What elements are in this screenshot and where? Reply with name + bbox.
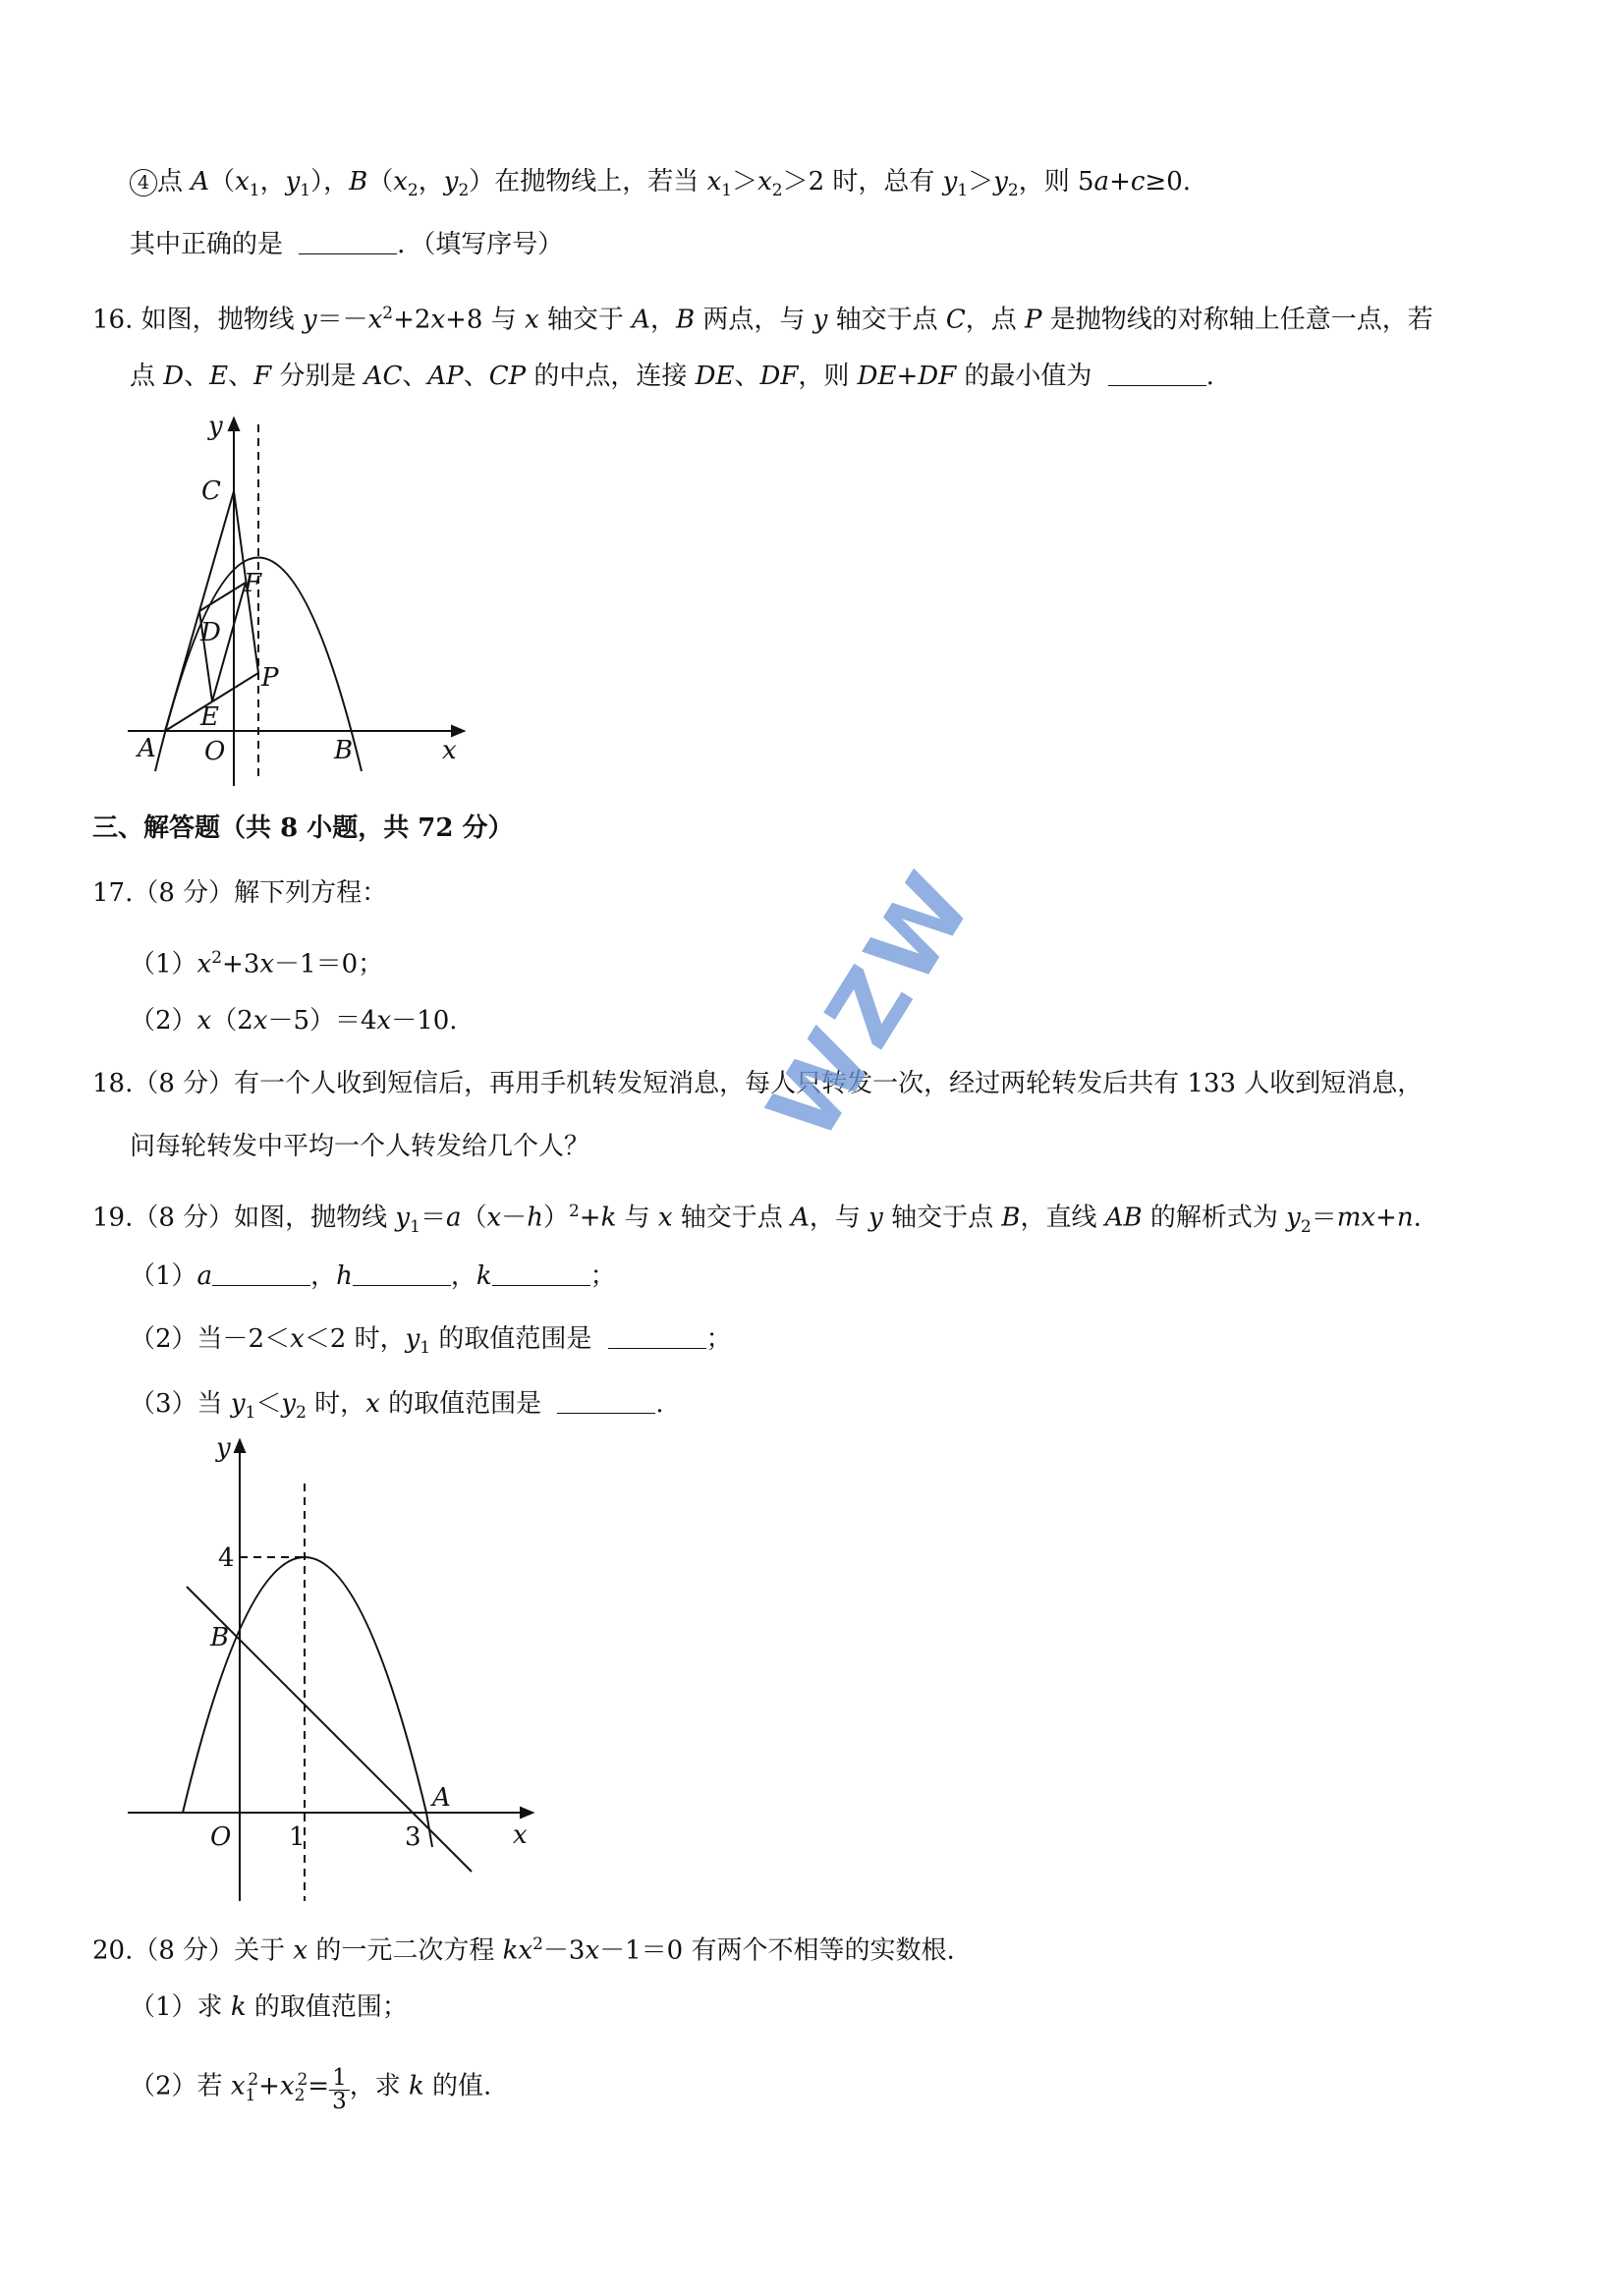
q19-part2: （2）当－2＜x＜2 时，$y_1$ 的取值范围是 ； (130, 1324, 732, 1359)
fraction: $\frac{1}{3}$ (329, 2067, 350, 2113)
label-C: C (201, 476, 221, 506)
q17-head: 17.（8 分）解下列方程： (92, 878, 388, 908)
label-y: y (216, 1434, 231, 1463)
answer-blank[interactable] (557, 1391, 655, 1414)
q20-part1: （1）求 k 的取值范围； (130, 1992, 408, 2022)
answer-blank-h[interactable] (353, 1263, 451, 1286)
label-3: 3 (405, 1822, 421, 1852)
q16-line1: 16. 如图，抛物线 $y=-x^2+2x+8$ 与 x 轴交于 A，B 两点，与 y 轴交于点 C，点 P 是抛物线的对称轴上任意一点，若 (92, 304, 1433, 335)
label-A: A (138, 734, 156, 763)
answer-blank[interactable] (608, 1326, 706, 1349)
section-heading: 三、解答题（共 8 小题，共 72 分） (92, 813, 514, 843)
q16-figure (128, 413, 481, 786)
watermark: WZW (747, 851, 996, 1159)
q19-part3: （3）当 $y_1<y_2$ 时，x 的取值范围是 . (130, 1389, 664, 1424)
q17-part2: （2）x（2x－5）＝4x－10. (130, 1006, 458, 1036)
answer-blank-a[interactable] (212, 1263, 310, 1286)
label-P: P (261, 663, 279, 693)
q20-part2: （2）若 $x_1^2+x_2^2=$ $\frac{1}{3}$ ，求 k 的值. (130, 2064, 492, 2114)
label-y: y (208, 413, 223, 441)
q16-line2: 点 D、E、F 分别是 AC、AP、CP 的中点，连接 DE、DF，则 DE+DF 的最小值为 . (130, 362, 1214, 391)
label-B: B (210, 1623, 230, 1652)
q20-line1: 20.（8 分）关于 x 的一元二次方程 $kx^2-3x-1=0$ 有两个不相等的实数根. (92, 1934, 955, 1966)
q19-figure (118, 1434, 550, 1906)
answer-blank[interactable] (299, 232, 397, 254)
label-O: O (204, 737, 226, 766)
label-x: x (513, 1820, 528, 1850)
label-x: x (442, 736, 457, 765)
label-F: F (244, 569, 262, 598)
q17-part1: $(1)x^2+3x-1=0$； (130, 948, 384, 980)
q15-prompt: 其中正确的是 ．（填写序号） (130, 230, 564, 259)
label-E: E (200, 702, 219, 732)
x-axis-arrow (452, 726, 464, 736)
q15-item4: 4 点 $A(x_1$，$y_1$），$B(x_2$，$y_2$）在抛物线上，若当 $x_1>x_2>2$ 时，总有 $y_1>y_2$，则 5a+c≥0. (130, 165, 1191, 207)
answer-blank[interactable] (1108, 364, 1206, 386)
q19-line1: 19.（8 分）如图，抛物线 $y_1=a(x-h)^2+k$ 与 x 轴交于点 A，与 y 轴交于点 B，直线 AB 的解析式为 $y_2=mx+n$. (92, 1202, 1422, 1237)
label-1: 1 (289, 1822, 306, 1852)
y-axis-arrow (229, 419, 239, 430)
circled-number: 4 (130, 169, 157, 196)
q18-line1: 18.（8 分）有一个人收到短信后，再用手机转发短消息，每人只转发一次，经过两轮转发后共有 133 人收到短消息， (92, 1069, 1424, 1098)
label-A: A (432, 1783, 451, 1813)
label-B: B (334, 736, 354, 765)
label-O: O (210, 1822, 232, 1852)
label-4: 4 (218, 1543, 235, 1573)
x-axis-arrow (521, 1808, 532, 1818)
answer-blank-k[interactable] (492, 1263, 590, 1286)
y-axis-arrow (235, 1440, 245, 1452)
q18-line2: 问每轮转发中平均一个人转发给几个人？ (130, 1132, 590, 1161)
q19-part1: （1）a ，h ，k ； (130, 1261, 616, 1291)
parabola (183, 1557, 432, 1847)
label-D: D (200, 618, 221, 647)
